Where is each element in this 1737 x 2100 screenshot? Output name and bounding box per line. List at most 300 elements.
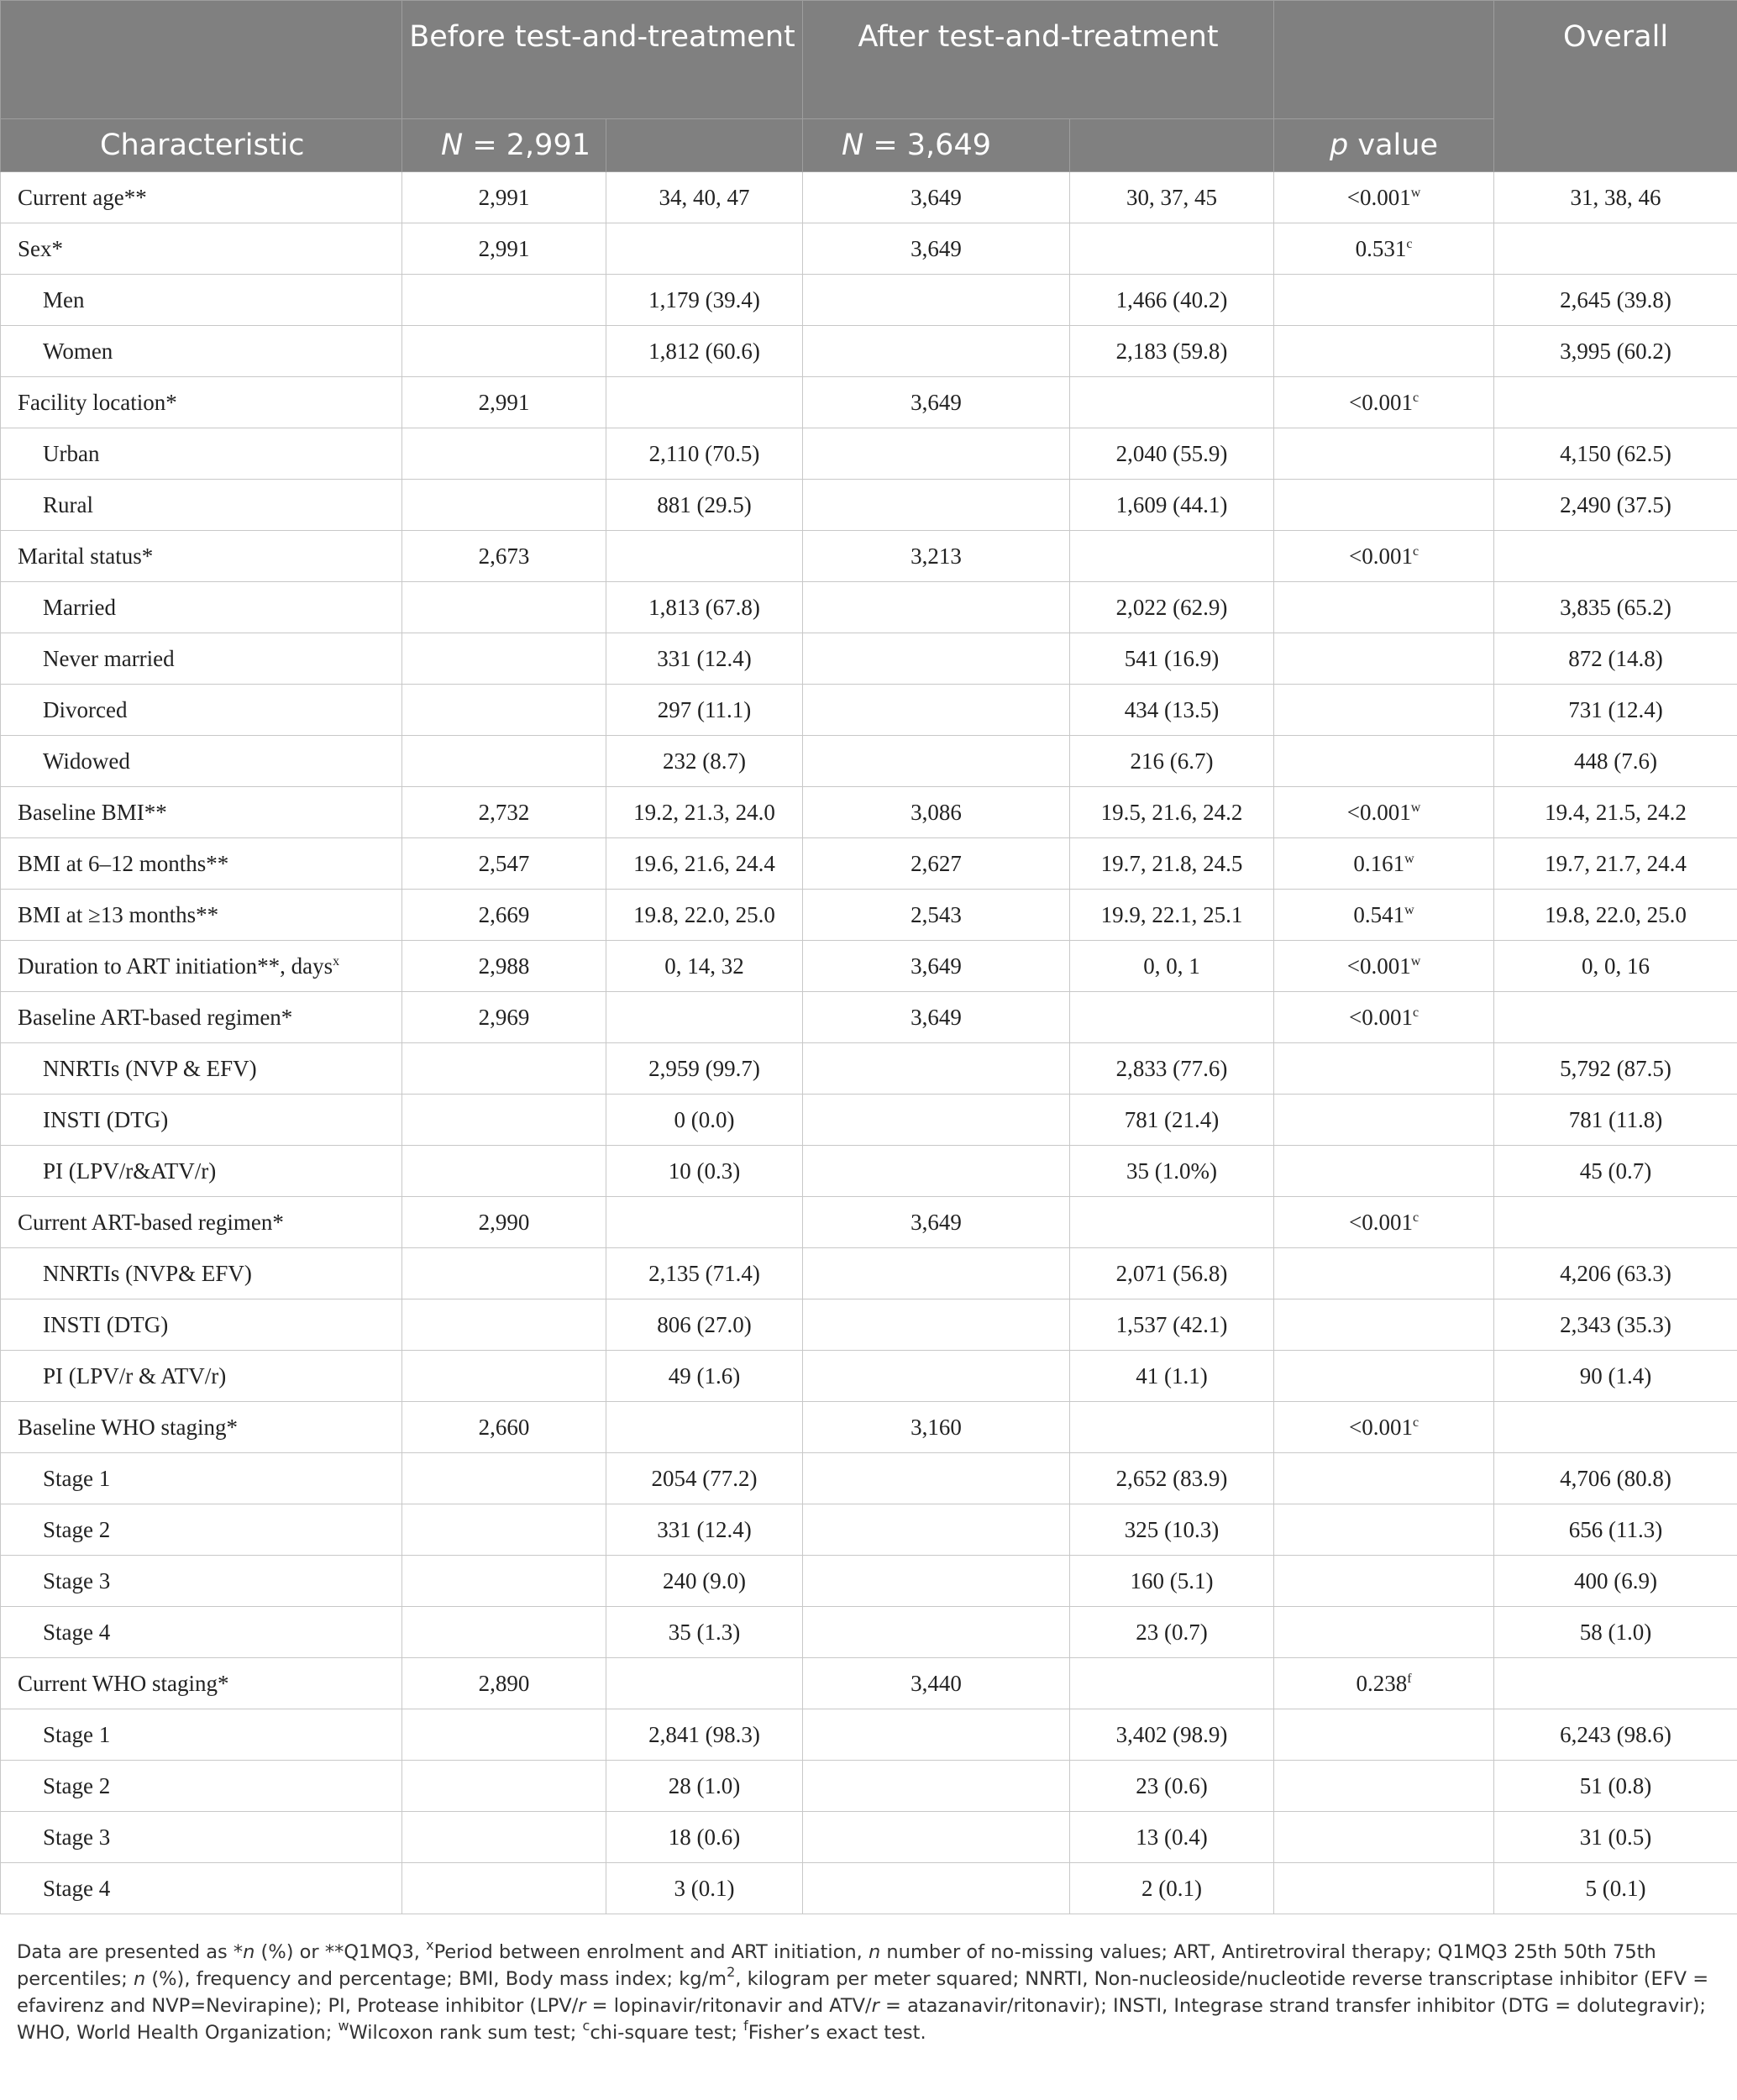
cell-before-value: 2,841 (98.3) — [606, 1709, 803, 1761]
cell-n-before — [402, 1043, 606, 1095]
cell-after-value: 325 (10.3) — [1070, 1504, 1274, 1556]
cell-after-value: 19.5, 21.6, 24.2 — [1070, 787, 1274, 838]
cell-overall-value: 5 (0.1) — [1494, 1863, 1737, 1914]
table-subrow — [1, 736, 1737, 787]
cell-overall-value — [1494, 1658, 1737, 1709]
cell-p-value — [1274, 1607, 1494, 1658]
cell-n-before — [402, 1556, 606, 1607]
cell-after-value: 1,609 (44.1) — [1070, 480, 1274, 531]
footnote-text: number of no-missing values; ART, Antiretroviral therapy; Q1MQ3 25th 50th 75th percentiles; — [17, 1941, 1656, 1990]
cell-before-value: 0, 14, 32 — [606, 941, 803, 992]
footnote-text: Period between enrolment and ART initiation, — [433, 1941, 868, 1963]
cell-overall-value — [1494, 377, 1737, 428]
cell-after-value: 2,022 (62.9) — [1070, 582, 1274, 633]
cell-after-value: 30, 37, 45 — [1070, 172, 1274, 223]
table-subrow — [1, 428, 1737, 480]
cell-before-value — [606, 531, 803, 582]
cell-after-value: 781 (21.4) — [1070, 1095, 1274, 1146]
cell-before-value — [606, 223, 803, 275]
row-label: Stage 3 — [1, 1556, 402, 1607]
cell-n-after — [803, 1709, 1070, 1761]
table-row — [1, 1197, 1737, 1248]
cell-n-before — [402, 1607, 606, 1658]
cell-after-value — [1070, 377, 1274, 428]
cell-p-value — [1274, 1556, 1494, 1607]
cell-n-before: 2,991 — [402, 377, 606, 428]
cell-before-value: 18 (0.6) — [606, 1812, 803, 1863]
row-label: PI (LPV/r & ATV/r) — [1, 1351, 402, 1402]
table-subrow — [1, 1556, 1737, 1607]
table-subrow — [1, 1504, 1737, 1556]
cell-overall-value: 19.8, 22.0, 25.0 — [1494, 890, 1737, 941]
cell-p-value: 0.531$^c$ — [1274, 223, 1494, 275]
cell-p-value — [1274, 582, 1494, 633]
row-label: Married — [1, 582, 402, 633]
cell-before-value: 2,959 (99.7) — [606, 1043, 803, 1095]
cell-p-value: $<0.001^w$ — [1274, 787, 1494, 838]
cell-before-value — [606, 992, 803, 1043]
cell-overall-value: 448 (7.6) — [1494, 736, 1737, 787]
footnote-text: (%) or **Q1MQ3, — [255, 1941, 427, 1963]
cell-p-value — [1274, 1761, 1494, 1812]
table-subrow — [1, 582, 1737, 633]
table-subrow — [1, 1709, 1737, 1761]
header-after-group: After test-and-treatment — [803, 1, 1274, 119]
cell-n-after — [803, 1248, 1070, 1299]
cell-after-value: 2,040 (55.9) — [1070, 428, 1274, 480]
cell-n-after — [803, 1299, 1070, 1351]
row-label: Stage 4 — [1, 1607, 402, 1658]
footnote-text: Fisher’s exact test. — [748, 2022, 926, 2044]
footnote-italic: r — [578, 1995, 586, 2017]
cell-p-value — [1274, 736, 1494, 787]
table-subrow — [1, 480, 1737, 531]
p-value-superscript: w — [1404, 903, 1414, 917]
cell-overall-value: 6,243 (98.6) — [1494, 1709, 1737, 1761]
p-value-superscript: w — [1410, 186, 1421, 200]
row-label: Stage 1 — [1, 1709, 402, 1761]
cell-n-after: 3,649 — [803, 377, 1070, 428]
p-value-superscript: c — [1412, 544, 1420, 559]
row-label: INSTI (DTG) — [1, 1095, 402, 1146]
cell-n-after: 3,649 — [803, 172, 1070, 223]
row-label: Facility location* — [1, 377, 402, 428]
cell-p-value — [1274, 633, 1494, 685]
row-label: Current ART-based regimen* — [1, 1197, 402, 1248]
row-label: NNRTIs (NVP & EFV) — [1, 1043, 402, 1095]
cell-n-before — [402, 633, 606, 685]
cell-p-value — [1274, 685, 1494, 736]
cell-after-value — [1070, 531, 1274, 582]
table-row — [1, 941, 1737, 992]
row-label: Stage 4 — [1, 1863, 402, 1914]
cell-before-value: 1,813 (67.8) — [606, 582, 803, 633]
footnote-text: chi-square test; — [590, 2022, 744, 2044]
cell-before-value: 331 (12.4) — [606, 633, 803, 685]
cell-before-value: 806 (27.0) — [606, 1299, 803, 1351]
p-value-superscript: f — [1407, 1672, 1412, 1686]
table-subrow — [1, 275, 1737, 326]
cell-n-after: 3,440 — [803, 1658, 1070, 1709]
cell-after-value: 541 (16.9) — [1070, 633, 1274, 685]
cell-after-value — [1070, 1658, 1274, 1709]
table-footnote — [17, 1939, 1722, 2046]
row-label: Women — [1, 326, 402, 377]
row-label: Current age** — [1, 172, 402, 223]
cell-p-value: 0.161$^w$ — [1274, 838, 1494, 890]
cell-overall-value: 872 (14.8) — [1494, 633, 1737, 685]
table-subrow — [1, 1812, 1737, 1863]
cell-n-after: 3,649 — [803, 223, 1070, 275]
cell-n-after: 2,543 — [803, 890, 1070, 941]
cell-n-before: 2,890 — [402, 1658, 606, 1709]
cell-after-value: 23 (0.6) — [1070, 1761, 1274, 1812]
cell-before-value: 0 (0.0) — [606, 1095, 803, 1146]
cell-before-value: 10 (0.3) — [606, 1146, 803, 1197]
cell-before-value: 1,812 (60.6) — [606, 326, 803, 377]
footnote-text: , kilogram per meter squared; NNRTI, Non-nucleoside/nucleotide reverse transcriptase inhibitor (EFV = efavirenz and NVP=Nevirapine); PI, Protease inhibitor (LPV/ — [17, 1968, 1709, 2017]
cell-before-value: 19.2, 21.3, 24.0 — [606, 787, 803, 838]
cell-after-value: 216 (6.7) — [1070, 736, 1274, 787]
cell-overall-value: 781 (11.8) — [1494, 1095, 1737, 1146]
row-label: Rural — [1, 480, 402, 531]
table-subrow — [1, 1146, 1737, 1197]
cell-n-before — [402, 1453, 606, 1504]
header-overall: Overall — [1494, 1, 1737, 172]
cell-before-value: 297 (11.1) — [606, 685, 803, 736]
row-label: Stage 3 — [1, 1812, 402, 1863]
cell-after-value: 23 (0.7) — [1070, 1607, 1274, 1658]
n-symbol: N — [441, 129, 464, 162]
cell-n-after — [803, 582, 1070, 633]
cell-p-value — [1274, 1504, 1494, 1556]
cell-n-before — [402, 1863, 606, 1914]
cell-overall-value — [1494, 531, 1737, 582]
cell-p-value: 0.541$^w$ — [1274, 890, 1494, 941]
cell-n-before: 2,547 — [402, 838, 606, 890]
cell-n-after — [803, 326, 1070, 377]
table-subrow — [1, 1095, 1737, 1146]
cell-n-after — [803, 1812, 1070, 1863]
cell-overall-value — [1494, 1197, 1737, 1248]
cell-after-value: 19.7, 21.8, 24.5 — [1070, 838, 1274, 890]
cell-after-value — [1070, 1402, 1274, 1453]
table-row — [1, 787, 1737, 838]
cell-p-value — [1274, 326, 1494, 377]
cell-n-after — [803, 480, 1070, 531]
header-p-value — [1274, 119, 1494, 172]
cell-p-value: <0.001$^c$ — [1274, 992, 1494, 1043]
footnote-superscript: f — [743, 2018, 748, 2034]
header-empty-before-values — [606, 119, 803, 172]
cell-after-value: 41 (1.1) — [1070, 1351, 1274, 1402]
header-n-after — [803, 119, 1070, 172]
footnote-superscript: x — [426, 1937, 434, 1953]
cell-after-value: 2,833 (77.6) — [1070, 1043, 1274, 1095]
cell-n-after — [803, 275, 1070, 326]
row-label: Baseline BMI** — [1, 787, 402, 838]
cell-n-after: 3,160 — [803, 1402, 1070, 1453]
table-subrow — [1, 1453, 1737, 1504]
footnote-text: Wilcoxon rank sum test; — [349, 2022, 583, 2044]
cell-n-before — [402, 275, 606, 326]
cell-n-before — [402, 1504, 606, 1556]
cell-p-value — [1274, 1453, 1494, 1504]
cell-after-value: 13 (0.4) — [1070, 1812, 1274, 1863]
cell-p-value — [1274, 1351, 1494, 1402]
cell-before-value: 881 (29.5) — [606, 480, 803, 531]
row-label: Divorced — [1, 685, 402, 736]
cell-overall-value: 31, 38, 46 — [1494, 172, 1737, 223]
cell-p-value — [1274, 275, 1494, 326]
p-word: value — [1348, 129, 1438, 162]
footnote-text: = atazanavir/ritonavir); INSTI, Integrase strand transfer inhibitor (DTG = dolutegravir); WHO, World Health Organization; — [17, 1995, 1706, 2044]
header-before-group: Before test-and-treatment — [402, 1, 803, 119]
row-label: Stage 2 — [1, 1761, 402, 1812]
cell-p-value — [1274, 1299, 1494, 1351]
cell-n-after — [803, 428, 1070, 480]
cell-n-before — [402, 685, 606, 736]
row-label: Men — [1, 275, 402, 326]
cell-p-value — [1274, 1863, 1494, 1914]
cell-p-value: $<0.001^w$ — [1274, 941, 1494, 992]
row-label: INSTI (DTG) — [1, 1299, 402, 1351]
table-subrow — [1, 1351, 1737, 1402]
cell-n-after — [803, 685, 1070, 736]
cell-n-before — [402, 1761, 606, 1812]
cell-overall-value: 31 (0.5) — [1494, 1812, 1737, 1863]
label-superscript: x — [333, 954, 340, 969]
cell-before-value: 49 (1.6) — [606, 1351, 803, 1402]
n-after-value: = 3,649 — [873, 129, 991, 162]
cell-p-value: <0.001$^c$ — [1274, 377, 1494, 428]
cell-before-value — [606, 1402, 803, 1453]
cell-overall-value: 3,995 (60.2) — [1494, 326, 1737, 377]
cell-before-value — [606, 1197, 803, 1248]
cell-n-before: 2,969 — [402, 992, 606, 1043]
cell-n-before: 2,660 — [402, 1402, 606, 1453]
cell-n-before: 2,991 — [402, 223, 606, 275]
cell-after-value — [1070, 1197, 1274, 1248]
table-row — [1, 992, 1737, 1043]
row-label: Stage 2 — [1, 1504, 402, 1556]
table-subrow — [1, 1863, 1737, 1914]
cell-after-value: 160 (5.1) — [1070, 1556, 1274, 1607]
p-value-superscript: w — [1404, 852, 1414, 866]
cell-before-value: 35 (1.3) — [606, 1607, 803, 1658]
cell-p-value — [1274, 480, 1494, 531]
table-row — [1, 1658, 1737, 1709]
row-label: NNRTIs (NVP& EFV) — [1, 1248, 402, 1299]
header-empty-after-values — [1070, 119, 1274, 172]
cell-p-value — [1274, 1146, 1494, 1197]
row-label: BMI at ≥13 months** — [1, 890, 402, 941]
p-value-superscript: w — [1410, 954, 1421, 969]
cell-before-value: 232 (8.7) — [606, 736, 803, 787]
cell-p-value — [1274, 1095, 1494, 1146]
cell-after-value: 2,652 (83.9) — [1070, 1453, 1274, 1504]
row-label: Marital status* — [1, 531, 402, 582]
header-empty-pvalue-top — [1274, 1, 1494, 119]
cell-before-value: 3 (0.1) — [606, 1863, 803, 1914]
cell-n-before: 2,988 — [402, 941, 606, 992]
table-subrow — [1, 1248, 1737, 1299]
cell-n-before — [402, 1812, 606, 1863]
cell-n-after — [803, 1761, 1070, 1812]
cell-n-before: 2,673 — [402, 531, 606, 582]
footnote-text: Data are presented as * — [17, 1941, 244, 1963]
cell-p-value: <0.001$^c$ — [1274, 1197, 1494, 1248]
table-subrow — [1, 1299, 1737, 1351]
cell-overall-value: 656 (11.3) — [1494, 1504, 1737, 1556]
footnote-superscript: c — [582, 2018, 590, 2034]
header-n-before — [402, 119, 606, 172]
table-row — [1, 223, 1737, 275]
p-value-superscript: c — [1406, 237, 1413, 251]
cell-n-after — [803, 736, 1070, 787]
footnote-italic: r — [871, 1995, 879, 2017]
cell-n-after — [803, 1043, 1070, 1095]
cell-after-value: 1,466 (40.2) — [1070, 275, 1274, 326]
footnote-superscript: w — [338, 2018, 349, 2034]
cell-overall-value: 2,343 (35.3) — [1494, 1299, 1737, 1351]
cell-n-before — [402, 582, 606, 633]
cell-before-value — [606, 1658, 803, 1709]
row-label: Baseline ART-based regimen* — [1, 992, 402, 1043]
cell-n-after — [803, 1556, 1070, 1607]
table-header — [1, 1, 1737, 172]
cell-n-after — [803, 1863, 1070, 1914]
cell-n-after: 3,649 — [803, 941, 1070, 992]
cell-before-value — [606, 377, 803, 428]
cell-before-value: 2,135 (71.4) — [606, 1248, 803, 1299]
cell-n-after: 3,649 — [803, 992, 1070, 1043]
cell-overall-value — [1494, 223, 1737, 275]
row-label: BMI at 6–12 months** — [1, 838, 402, 890]
cell-after-value: 3,402 (98.9) — [1070, 1709, 1274, 1761]
row-label: Stage 1 — [1, 1453, 402, 1504]
cell-p-value: 0.238$^f$ — [1274, 1658, 1494, 1709]
table-body — [1, 172, 1737, 1914]
cell-n-before — [402, 1095, 606, 1146]
p-value-superscript: w — [1410, 801, 1421, 815]
footnote-italic: n — [868, 1941, 881, 1963]
p-value-superscript: c — [1412, 1005, 1420, 1020]
cell-overall-value: 5,792 (87.5) — [1494, 1043, 1737, 1095]
cell-n-before — [402, 480, 606, 531]
footnote-text: (%), frequency and percentage; BMI, Body mass index; kg/m — [145, 1968, 727, 1990]
cell-overall-value: 45 (0.7) — [1494, 1146, 1737, 1197]
cell-before-value: 1,179 (39.4) — [606, 275, 803, 326]
table-subrow — [1, 1761, 1737, 1812]
table-subrow — [1, 685, 1737, 736]
cell-n-after: 2,627 — [803, 838, 1070, 890]
cell-after-value: 0, 0, 1 — [1070, 941, 1274, 992]
cell-after-value: 19.9, 22.1, 25.1 — [1070, 890, 1274, 941]
cell-overall-value: 51 (0.8) — [1494, 1761, 1737, 1812]
cell-n-before: 2,990 — [402, 1197, 606, 1248]
row-label: Never married — [1, 633, 402, 685]
cell-overall-value: 3,835 (65.2) — [1494, 582, 1737, 633]
header-empty-cell — [1, 1, 402, 119]
cell-after-value: 2,183 (59.8) — [1070, 326, 1274, 377]
cell-p-value — [1274, 1043, 1494, 1095]
cell-p-value — [1274, 1812, 1494, 1863]
p-value-superscript: c — [1412, 1415, 1420, 1430]
row-label: Current WHO staging* — [1, 1658, 402, 1709]
cell-n-after — [803, 633, 1070, 685]
cell-after-value: 1,537 (42.1) — [1070, 1299, 1274, 1351]
cell-after-value — [1070, 223, 1274, 275]
cell-n-before — [402, 1351, 606, 1402]
table-subrow — [1, 1043, 1737, 1095]
table-subrow — [1, 633, 1737, 685]
table-row — [1, 1402, 1737, 1453]
cell-overall-value: 58 (1.0) — [1494, 1607, 1737, 1658]
footnote-italic: n — [133, 1968, 146, 1990]
cell-n-after: 3,649 — [803, 1197, 1070, 1248]
cell-after-value — [1070, 992, 1274, 1043]
row-label: Sex* — [1, 223, 402, 275]
footnote-italic: n — [243, 1941, 255, 1963]
p-symbol: p — [1330, 129, 1349, 162]
header-characteristic: Characteristic — [1, 119, 402, 172]
cell-n-after — [803, 1453, 1070, 1504]
cell-n-after: 3,213 — [803, 531, 1070, 582]
cell-n-before — [402, 1299, 606, 1351]
footnote-superscript: 2 — [727, 1964, 736, 1980]
cell-p-value: <0.001$^c$ — [1274, 531, 1494, 582]
cell-overall-value: 2,490 (37.5) — [1494, 480, 1737, 531]
cell-before-value: 2054 (77.2) — [606, 1453, 803, 1504]
cell-n-after — [803, 1095, 1070, 1146]
cell-overall-value: 2,645 (39.8) — [1494, 275, 1737, 326]
cell-before-value: 240 (9.0) — [606, 1556, 803, 1607]
cell-n-before — [402, 1146, 606, 1197]
cell-overall-value: 19.4, 21.5, 24.2 — [1494, 787, 1737, 838]
cell-overall-value: 400 (6.9) — [1494, 1556, 1737, 1607]
cell-before-value: 19.6, 21.6, 24.4 — [606, 838, 803, 890]
cell-n-before — [402, 428, 606, 480]
cell-before-value: 2,110 (70.5) — [606, 428, 803, 480]
cell-before-value: 331 (12.4) — [606, 1504, 803, 1556]
n-before-value: = 2,991 — [472, 129, 590, 162]
cell-after-value: 35 (1.0%) — [1070, 1146, 1274, 1197]
row-label: Urban — [1, 428, 402, 480]
cell-after-value: 434 (13.5) — [1070, 685, 1274, 736]
cell-before-value: 19.8, 22.0, 25.0 — [606, 890, 803, 941]
table-subrow — [1, 326, 1737, 377]
cell-n-before — [402, 326, 606, 377]
p-value-superscript: c — [1412, 1210, 1420, 1225]
cell-overall-value: 4,206 (63.3) — [1494, 1248, 1737, 1299]
cell-p-value: <0.001$^c$ — [1274, 1402, 1494, 1453]
cell-overall-value: 4,150 (62.5) — [1494, 428, 1737, 480]
cell-n-before — [402, 1709, 606, 1761]
cell-overall-value: 19.7, 21.7, 24.4 — [1494, 838, 1737, 890]
cell-after-value: 2 (0.1) — [1070, 1863, 1274, 1914]
cell-after-value: 2,071 (56.8) — [1070, 1248, 1274, 1299]
cell-n-after: 3,086 — [803, 787, 1070, 838]
cell-overall-value — [1494, 1402, 1737, 1453]
cell-n-before — [402, 1248, 606, 1299]
cell-overall-value: 731 (12.4) — [1494, 685, 1737, 736]
table-row — [1, 838, 1737, 890]
row-label: Baseline WHO staging* — [1, 1402, 402, 1453]
row-label: Widowed — [1, 736, 402, 787]
p-value-superscript: c — [1412, 391, 1420, 405]
n-symbol: N — [842, 129, 864, 162]
